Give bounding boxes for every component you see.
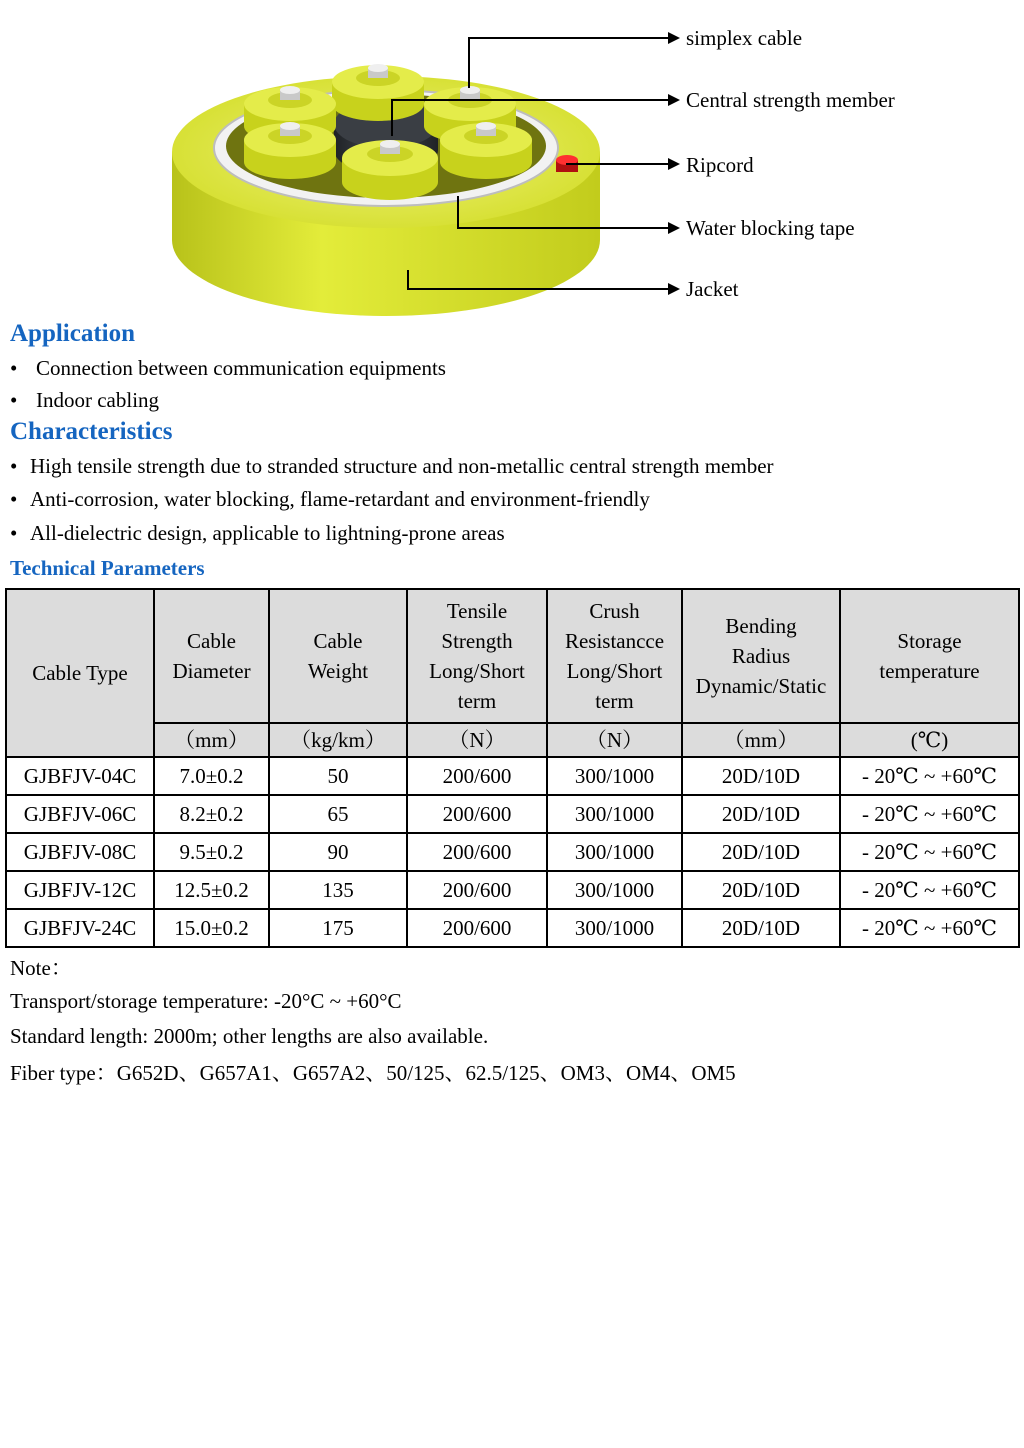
table-cell: 15.0±0.2 bbox=[154, 909, 269, 947]
unit-cell: （mm） bbox=[682, 723, 840, 757]
technical-parameters-table bbox=[5, 588, 1020, 948]
table-row bbox=[6, 757, 1019, 795]
table-cell: 9.5±0.2 bbox=[154, 833, 269, 871]
table-cell: 12.5±0.2 bbox=[154, 871, 269, 909]
table-cell: 20D/10D bbox=[682, 757, 840, 795]
note-fiber-type: Fiber type：G652D、G657A1、G657A2、50/125、62.5/125、OM3、OM4、OM5 bbox=[10, 1061, 736, 1085]
table-cell: 20D/10D bbox=[682, 795, 840, 833]
header-storage: Storage temperature bbox=[840, 589, 1019, 723]
table-cell: GJBFJV-06C bbox=[6, 795, 154, 833]
table-cell: 200/600 bbox=[407, 909, 547, 947]
table-cell: - 20℃ ~ +60℃ bbox=[840, 909, 1019, 947]
header-tensile: Tensile Strength Long/Short term bbox=[407, 589, 547, 723]
header-bending: Bending Radius Dynamic/Static bbox=[682, 589, 840, 723]
table-cell: 20D/10D bbox=[682, 871, 840, 909]
table-cell: 300/1000 bbox=[547, 909, 682, 947]
header-crush: Crush Resistancce Long/Short term bbox=[547, 589, 682, 723]
label-central-strength-member: Central strength member bbox=[686, 88, 895, 112]
bullet-icon: • bbox=[10, 487, 18, 511]
cable-cross-section-diagram bbox=[0, 0, 1024, 320]
table-cell: 175 bbox=[269, 909, 407, 947]
table-cell: 200/600 bbox=[407, 795, 547, 833]
table-cell: 8.2±0.2 bbox=[154, 795, 269, 833]
application-item-text: Connection between communication equipments bbox=[36, 356, 446, 380]
label-simplex-cable: simplex cable bbox=[686, 26, 803, 50]
note-standard-length: Standard length: 2000m; other lengths are also available. bbox=[10, 1024, 489, 1048]
characteristics-item bbox=[10, 520, 505, 546]
table-row bbox=[6, 871, 1019, 909]
table-cell: 300/1000 bbox=[547, 871, 682, 909]
technical-parameters-heading: Technical Parameters bbox=[10, 556, 205, 580]
table-cell: 20D/10D bbox=[682, 833, 840, 871]
table-cell: GJBFJV-12C bbox=[6, 871, 154, 909]
callout-arrowheads bbox=[668, 32, 680, 295]
bullet-icon: • bbox=[10, 521, 18, 545]
note-title: Note： bbox=[10, 956, 72, 980]
characteristics-item bbox=[10, 453, 774, 479]
table-units-row bbox=[6, 723, 1019, 757]
table-cell: 20D/10D bbox=[682, 909, 840, 947]
table-cell: GJBFJV-04C bbox=[6, 757, 154, 795]
characteristics-item bbox=[10, 486, 650, 512]
table-cell: - 20℃ ~ +60℃ bbox=[840, 757, 1019, 795]
table-cell: GJBFJV-24C bbox=[6, 909, 154, 947]
note-transport-temperature: Transport/storage temperature: -20°C ~ +60°C bbox=[10, 989, 402, 1013]
table-cell: 200/600 bbox=[407, 833, 547, 871]
application-item bbox=[10, 387, 159, 413]
table-row bbox=[6, 909, 1019, 947]
header-diameter: Cable Diameter bbox=[154, 589, 269, 723]
table-cell: 300/1000 bbox=[547, 795, 682, 833]
label-jacket: Jacket bbox=[686, 277, 739, 301]
table-row bbox=[6, 833, 1019, 871]
table-cell: 50 bbox=[269, 757, 407, 795]
header-weight: Cable Weight bbox=[269, 589, 407, 723]
table-cell: - 20℃ ~ +60℃ bbox=[840, 833, 1019, 871]
unit-cell: （mm） bbox=[154, 723, 269, 757]
label-ripcord: Ripcord bbox=[686, 153, 754, 177]
application-heading: Application bbox=[10, 320, 136, 347]
cable-illustration bbox=[0, 0, 1024, 320]
table-cell: 300/1000 bbox=[547, 757, 682, 795]
label-water-blocking-tape: Water blocking tape bbox=[686, 216, 855, 240]
table-cell: - 20℃ ~ +60℃ bbox=[840, 871, 1019, 909]
unit-cell: (℃) bbox=[840, 723, 1019, 757]
bullet-icon: • bbox=[10, 454, 18, 478]
application-item-text: Indoor cabling bbox=[36, 388, 160, 412]
characteristics-item-text: Anti-corrosion, water blocking, flame-retardant and environment-friendly bbox=[30, 487, 650, 511]
characteristics-item-text: High tensile strength due to stranded structure and non-metallic central strength member bbox=[30, 454, 774, 478]
unit-cell: （kg/km） bbox=[269, 723, 407, 757]
bullet-icon: • bbox=[10, 388, 18, 412]
bullet-icon: • bbox=[10, 356, 18, 380]
table-cell: 135 bbox=[269, 871, 407, 909]
table-header-row bbox=[6, 589, 1019, 723]
table-cell: GJBFJV-08C bbox=[6, 833, 154, 871]
table-cell: - 20℃ ~ +60℃ bbox=[840, 795, 1019, 833]
table-cell: 7.0±0.2 bbox=[154, 757, 269, 795]
header-cable-type: Cable Type bbox=[6, 589, 154, 757]
table-cell: 90 bbox=[269, 833, 407, 871]
characteristics-item-text: All-dielectric design, applicable to lightning-prone areas bbox=[30, 521, 505, 545]
table-cell: 200/600 bbox=[407, 757, 547, 795]
table-cell: 300/1000 bbox=[547, 833, 682, 871]
unit-cell: （N） bbox=[407, 723, 547, 757]
table-row bbox=[6, 795, 1019, 833]
table-cell: 200/600 bbox=[407, 871, 547, 909]
table-cell: 65 bbox=[269, 795, 407, 833]
application-item bbox=[10, 355, 446, 381]
unit-cell: （N） bbox=[547, 723, 682, 757]
characteristics-heading: Characteristics bbox=[10, 418, 173, 445]
